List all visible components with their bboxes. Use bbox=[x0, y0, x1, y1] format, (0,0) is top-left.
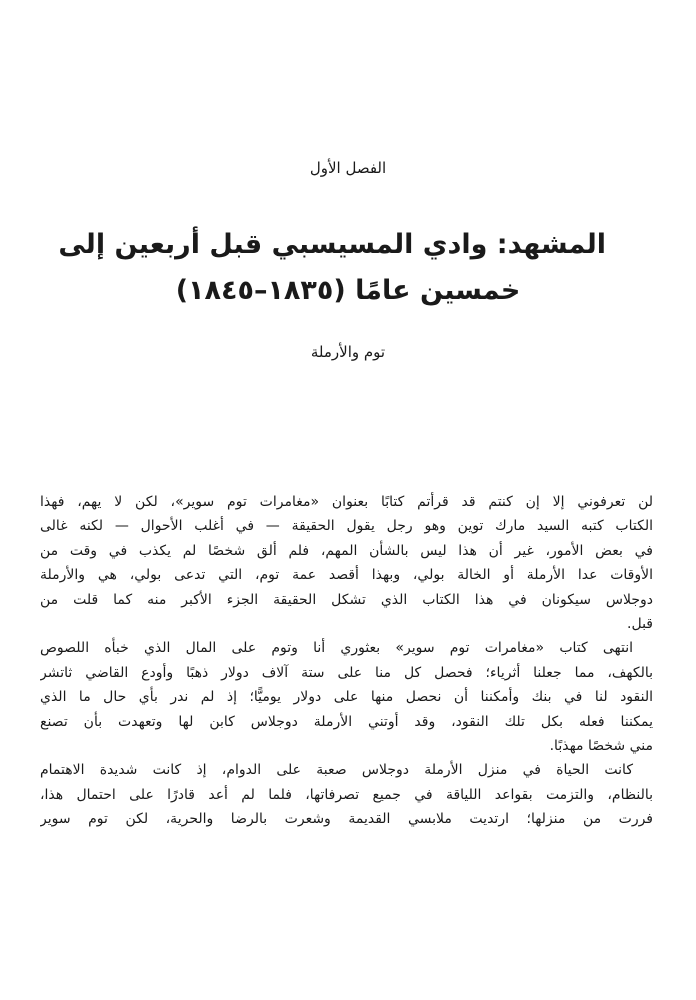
paragraph-line: انتهى كتاب «مغامرات توم سوير» بعثوري أنا وتوم على المال الذي خبأه اللصوص bbox=[40, 640, 633, 657]
paragraph-line: بالنظام، والتزمت بقواعد اللياقة في جميع تصرفاتها، فلما لم أعد قادرًا على احتمال هذا، bbox=[40, 786, 653, 803]
scene-title bbox=[58, 222, 606, 314]
paragraph-line: النقود لنا في بنك وأمكننا أن نحصل منها على دولار يوميًّا؛ إذ لم ندر بأي حال ما الذي bbox=[40, 689, 653, 706]
section-title: توم والأرملة bbox=[310, 343, 386, 361]
paragraph-line: الأوقات عدا الأرملة أو الخالة بولي، وبهذا أقصد عمة توم، التي تدعى بولي، هي والأرملة bbox=[40, 567, 653, 584]
paragraph-line: مني شخصًا مهذبًا. bbox=[549, 737, 653, 754]
paragraph-line: فررت من منزلها؛ ارتديت ملابسي القديمة وشعرت بالرضا والحرية، لكن توم سوير bbox=[40, 811, 653, 828]
paragraph-line: بالكهف، مما جعلنا أثرياء؛ فحصل كل منا على ستة آلاف دولار ذهبًا وأودع القاضي ثاتشر bbox=[40, 664, 653, 681]
scene-title-line: خمسين عامًا (١٨٣٥–١٨٤٥) bbox=[175, 275, 521, 306]
paragraph-line: دوجلاس سيكونان في هذا الكتاب الذي تشكل الحقيقة الجزء الأكبر منه كما قلت من bbox=[40, 591, 653, 608]
scene-title-line: المشهد: وادي المسيسبي قبل أربعين إلى bbox=[58, 229, 606, 260]
paragraph-line: قبل. bbox=[627, 615, 653, 632]
body-text bbox=[40, 490, 653, 831]
chapter-label: الفصل الأول bbox=[309, 159, 387, 177]
paragraph-line: يمكننا فعله بكل تلك النقود، وقد أوتني الأرملة دوجلاس كابن لها وتعهدت بأن تصنع bbox=[40, 713, 653, 730]
paragraph-line: في بعض الأمور، غير أن هذا ليس بالشأن المهم، فلم ألق شخصًا لم يكذب في وقت من bbox=[40, 542, 653, 559]
paragraph-line: الكتاب كتبه السيد مارك توين وهو رجل يقول الحقيقة — في أغلب الأحوال — لكنه غالى bbox=[40, 518, 653, 535]
paragraph-line: كانت الحياة في منزل الأرملة دوجلاس صعبة على الدوام، إذ كانت شديدة الاهتمام bbox=[40, 762, 633, 779]
paragraph-line: لن تعرفوني إلا إن كنتم قد قرأتم كتابًا بعنوان «مغامرات توم سوير»، لكن لا يهم، فهذا bbox=[40, 494, 653, 510]
